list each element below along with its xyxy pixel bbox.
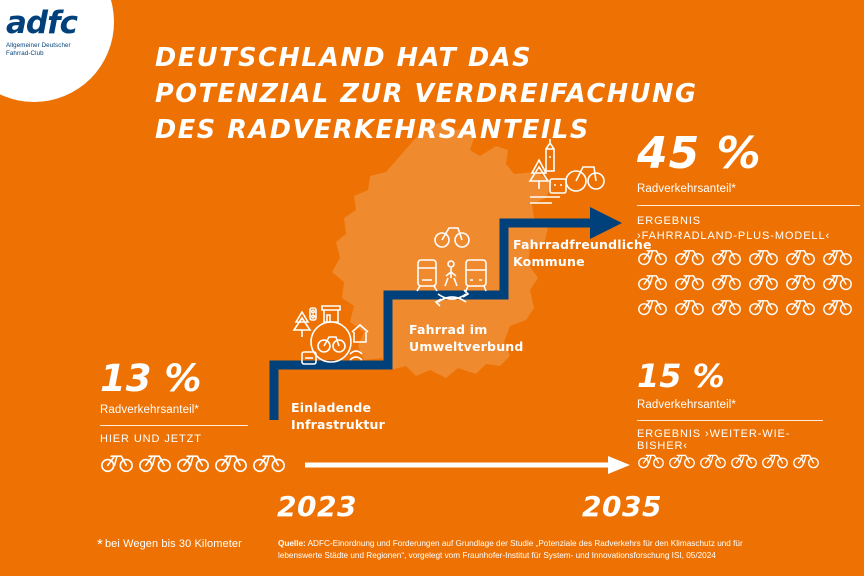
traffic-light-icon — [310, 308, 316, 320]
bicycle-pictogram-icon — [748, 297, 779, 316]
bicycle-pictogram-icon — [822, 247, 853, 266]
bicycle-pictogram-icon — [822, 297, 853, 316]
stage-label-municipality: Fahrradfreundliche Kommune — [513, 237, 652, 269]
bicycle-pictogram-icon — [699, 452, 727, 469]
transfer-arrows-icon — [436, 290, 468, 306]
bike-pictogram — [637, 452, 665, 469]
adfc-logo-subtitle: Allgemeiner Deutscher Fahrrad-Club — [6, 42, 71, 58]
source-note — [278, 538, 748, 563]
page-title: DEUTSCHLAND HAT DAS POTENZIAL ZUR VERDREIFACHUNG DES RADVERKEHRSANTEILS — [155, 43, 698, 146]
bicycle-pictogram-icon — [214, 452, 248, 473]
bicycle-pictogram-icon — [252, 452, 286, 473]
bicycle-pictogram-icon — [100, 452, 134, 473]
bicycle-pictogram-icon — [176, 452, 210, 473]
stage-label-infrastructure: Einladende Infrastruktur — [291, 400, 386, 432]
stat-sub-businessasusual: ERGEBNIS ›WEITER-WIE-BISHER‹ — [637, 428, 791, 452]
bike-pictogram — [674, 272, 705, 291]
stat-percent-fahrradlandplus: 45 % — [637, 128, 762, 179]
bicycle-pictogram-icon — [711, 272, 742, 291]
bicycle-pictogram-icon — [785, 247, 816, 266]
bike-pictogram — [761, 452, 789, 469]
bike-pictogram — [138, 452, 172, 473]
bicycle-icon — [311, 322, 351, 362]
footnote — [97, 536, 242, 553]
stat-sub-current: HIER UND JETZT — [100, 433, 202, 445]
stat-block-fahrradlandplus — [637, 128, 862, 244]
bicycle-pictogram-icon — [674, 272, 705, 291]
bicycle-pictogram-icon — [730, 452, 758, 469]
bicycle-pictogram-icon — [637, 247, 668, 266]
bicycle-pictogram-icon — [668, 452, 696, 469]
bicycle-pictogram-icon — [748, 272, 779, 291]
park-icon — [350, 351, 362, 360]
church-icon — [546, 139, 554, 171]
divider — [637, 420, 823, 421]
stat-block-current — [100, 357, 280, 445]
plaza-icon — [530, 197, 560, 203]
bicycle-pictogram-icon — [637, 452, 665, 469]
bike-pictogram-row-current — [100, 452, 300, 477]
stat-sub-fahrradlandplus: ERGEBNIS ›FAHRRADLAND-PLUS-MODELL‹ — [637, 215, 831, 242]
bike-pictogram — [785, 272, 816, 291]
icon-cluster-multimodal — [404, 222, 500, 319]
bus-icon — [466, 260, 486, 291]
footnote-star: * — [97, 536, 103, 553]
bicycle-pictogram-icon — [138, 452, 172, 473]
bike-pictogram — [785, 247, 816, 266]
market-hall-icon — [322, 306, 340, 322]
bike-pictogram — [637, 272, 668, 291]
pedestrian-icon — [445, 261, 457, 286]
bicycle-pictogram-icon — [674, 247, 705, 266]
bike-pictogram — [674, 297, 705, 316]
bike-pictogram — [252, 452, 286, 473]
building-icon — [550, 179, 566, 193]
bike-pictogram — [730, 452, 758, 469]
bike-pictogram — [785, 297, 816, 316]
source-text: ADFC-Einordnung und Forderungen auf Grundlage der Studie „Potenziale des Radverkehrs für den Klimaschutz und für lebenswerte Städte und Regionen“, vorgelegt vom Fraunhofer-Institut für System- und Innovationsforschung ISI, 05/2024 — [278, 539, 743, 561]
bicycle-pictogram-icon — [674, 297, 705, 316]
house-icon — [352, 325, 368, 342]
bike-pictogram — [637, 297, 668, 316]
bicycle-pictogram-icon — [785, 297, 816, 316]
bike-pictogram — [711, 272, 742, 291]
divider — [100, 425, 248, 426]
bike-pictogram — [674, 247, 705, 266]
bicycle-pictogram-icon — [748, 247, 779, 266]
divider — [637, 205, 860, 206]
bike-pictogram — [637, 247, 668, 266]
bike-pictogram — [699, 452, 727, 469]
bicycle-pictogram-icon — [792, 452, 820, 469]
cargo-bike-icon — [566, 167, 604, 191]
stat-percent-businessasusual: 15 % — [637, 357, 725, 395]
adfc-logo-badge — [0, 0, 114, 102]
bike-pictogram — [748, 297, 779, 316]
bike-pictogram — [748, 272, 779, 291]
icon-cluster-infrastructure — [286, 298, 376, 379]
bicycle-pictogram-icon — [785, 272, 816, 291]
source-prefix: Quelle: — [278, 539, 306, 548]
stat-percent-current: 13 % — [100, 357, 202, 400]
footnote-text: bei Wegen bis 30 Kilometer — [104, 538, 242, 550]
bike-pictogram-row-businessasusual — [637, 452, 837, 472]
bicycle-pictogram-icon — [761, 452, 789, 469]
bike-pictogram — [711, 297, 742, 316]
bike-pictogram — [100, 452, 134, 473]
bicycle-icon — [435, 228, 469, 247]
bike-pictogram — [822, 272, 853, 291]
adfc-logo-wordmark: adfc — [6, 5, 77, 41]
bicycle-pictogram-icon — [822, 272, 853, 291]
year-label-end: 2035 — [582, 490, 662, 523]
bike-pictogram — [822, 297, 853, 316]
bike-pictogram — [792, 452, 820, 469]
stat-label-businessasusual: Radverkehrsanteil* — [637, 399, 736, 411]
bike-pictogram — [748, 247, 779, 266]
bike-pictogram — [822, 247, 853, 266]
bike-pictogram — [711, 247, 742, 266]
icon-cluster-municipality — [520, 135, 606, 220]
year-label-start: 2023 — [277, 490, 357, 523]
stat-label-fahrradlandplus: Radverkehrsanteil* — [637, 183, 736, 195]
stat-block-businessasusual — [637, 357, 837, 452]
tram-icon — [417, 260, 437, 291]
bicycle-pictogram-icon — [711, 297, 742, 316]
bicycle-pictogram-icon — [711, 247, 742, 266]
bike-pictogram — [176, 452, 210, 473]
bike-pictogram — [668, 452, 696, 469]
stage-label-multimodal: Fahrrad im Umweltverbund — [409, 322, 524, 354]
bike-pictogram-grid-fahrradlandplus — [637, 247, 864, 322]
bike-pictogram — [214, 452, 248, 473]
tree-icon — [294, 312, 310, 337]
timeline-arrow — [305, 455, 630, 480]
bicycle-pictogram-icon — [637, 272, 668, 291]
stat-label-current: Radverkehrsanteil* — [100, 404, 199, 416]
bicycle-pictogram-icon — [637, 297, 668, 316]
